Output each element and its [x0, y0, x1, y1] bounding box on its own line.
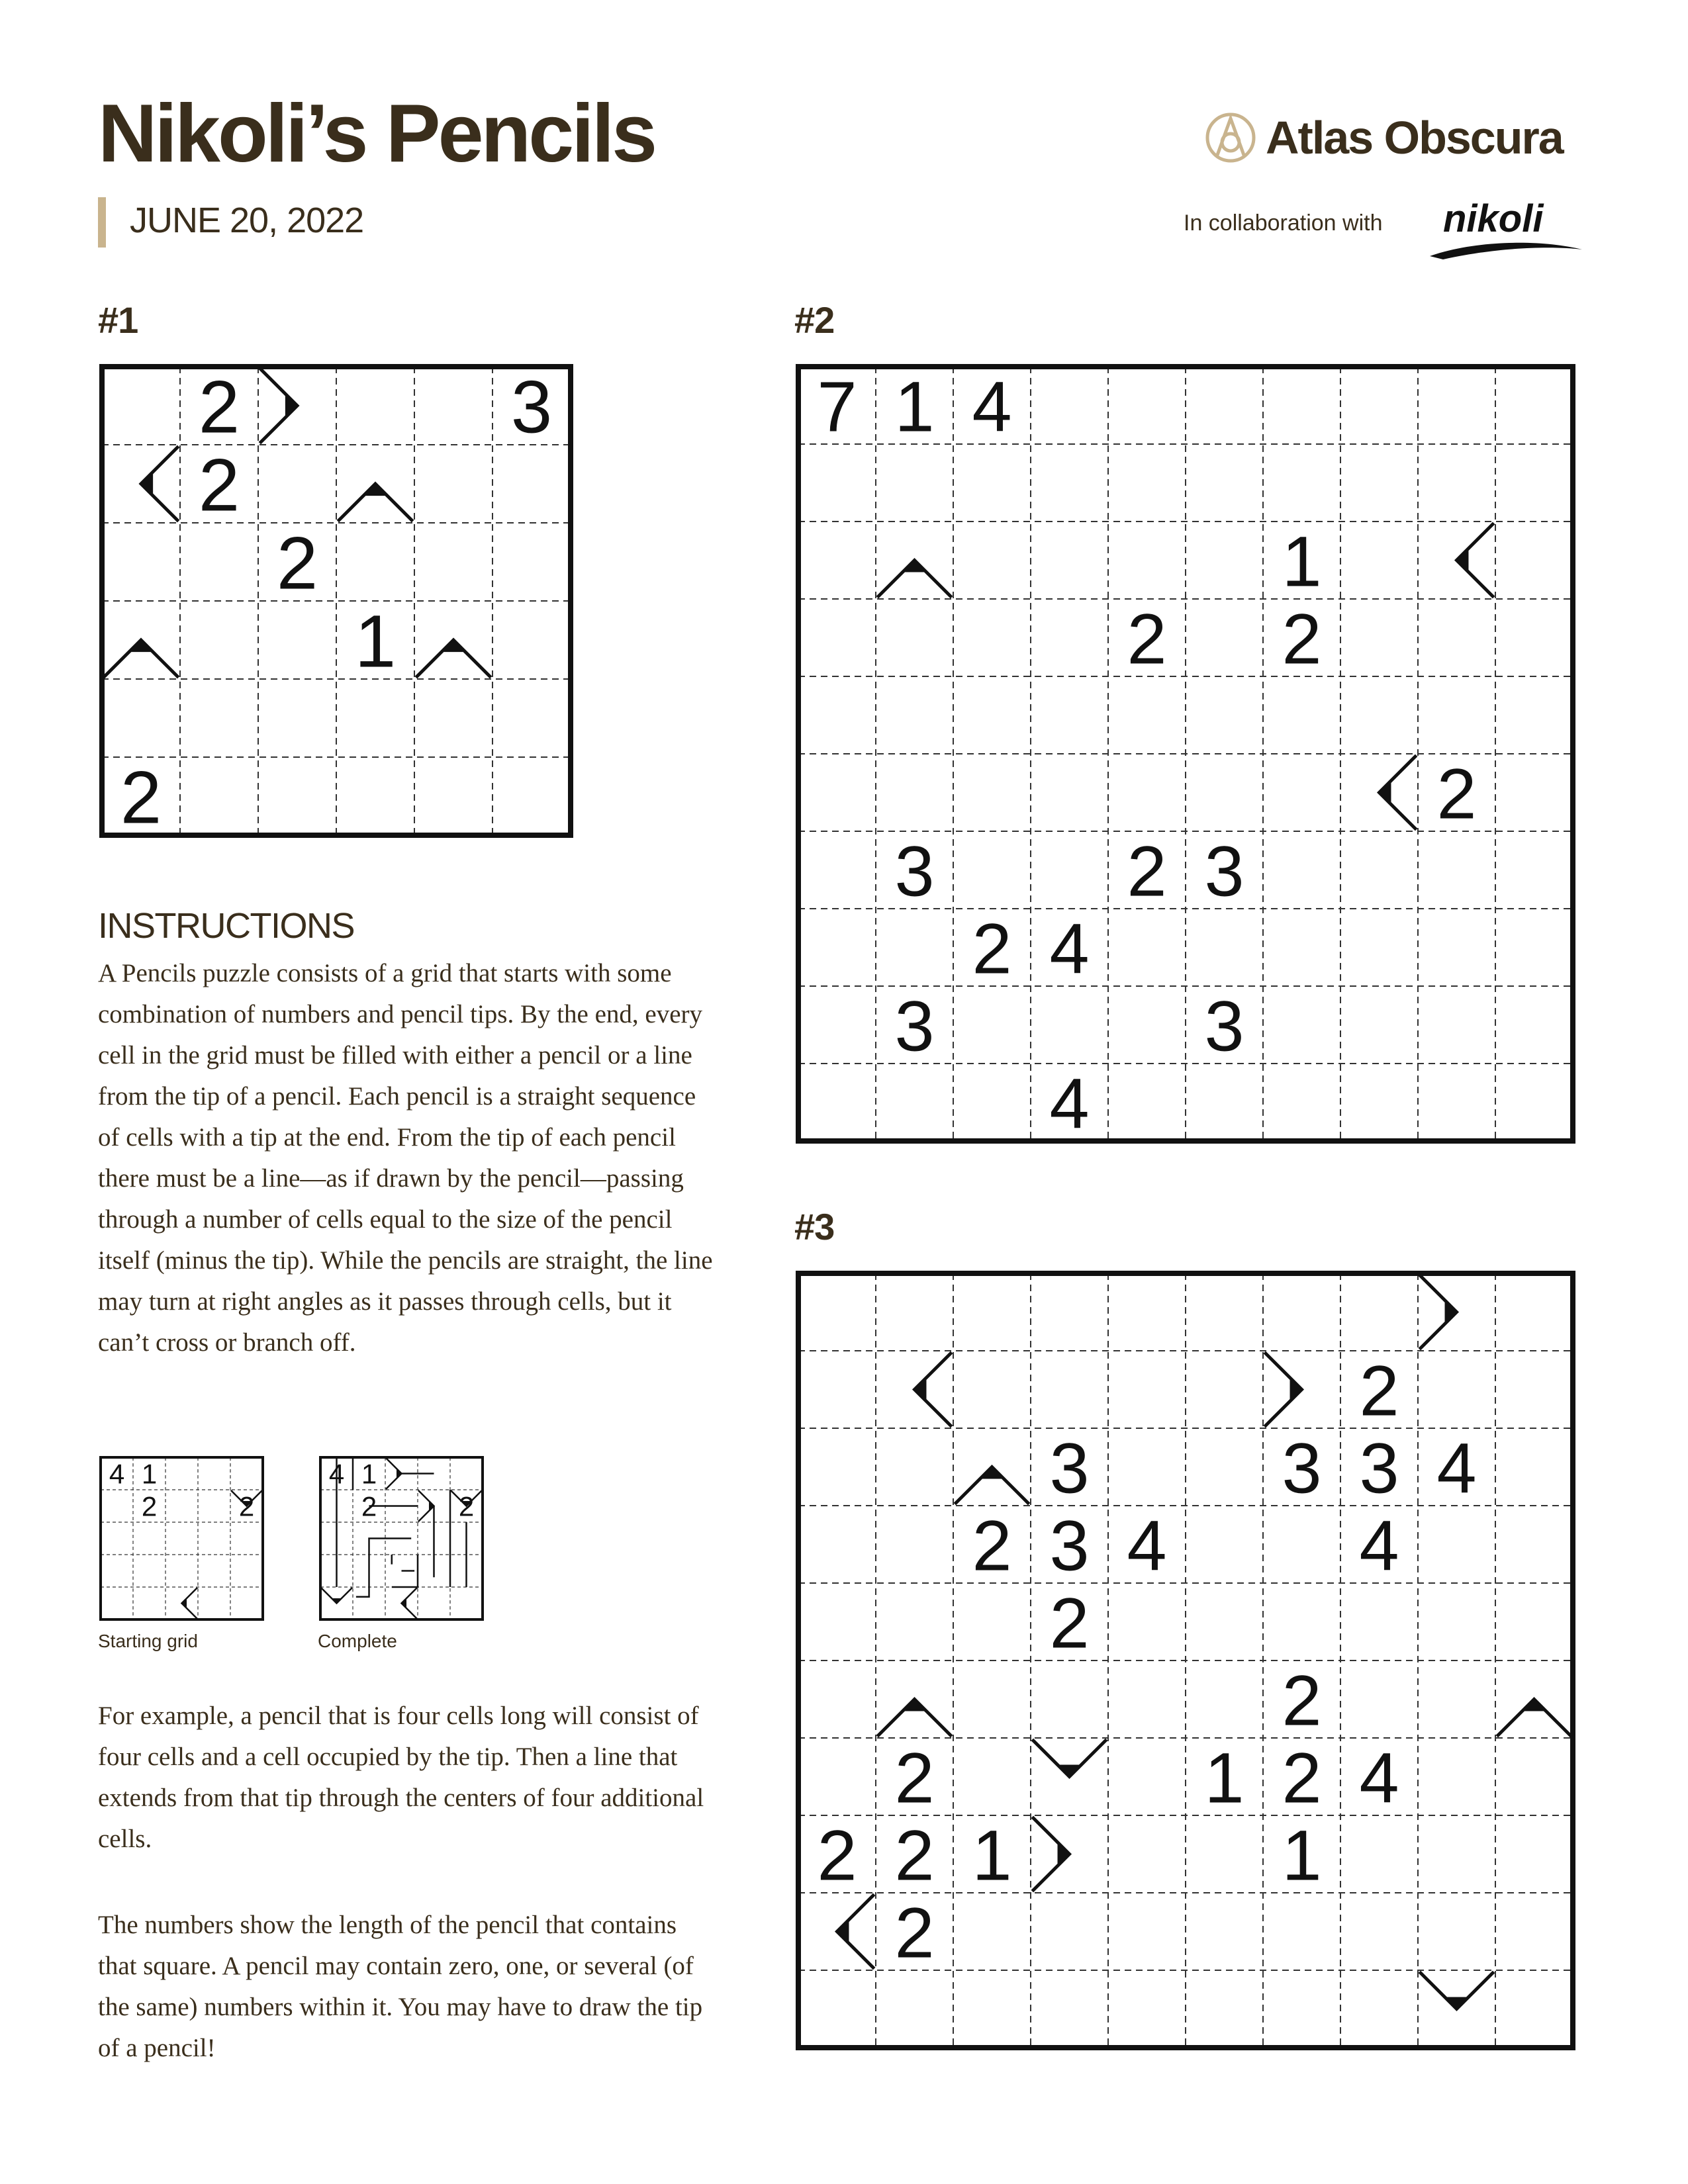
grid-cell[interactable] [876, 1815, 953, 1893]
grid-cell[interactable] [1186, 1815, 1263, 1893]
grid-cell[interactable] [1340, 831, 1418, 909]
grid-cell[interactable] [1108, 1351, 1186, 1428]
grid-cell[interactable] [1495, 1661, 1573, 1738]
grid-cell[interactable] [1031, 1428, 1108, 1506]
grid-cell[interactable] [1340, 676, 1418, 754]
atlas-obscura-brand [1205, 111, 1563, 164]
grid-cell[interactable] [258, 757, 336, 835]
grid-cell[interactable] [492, 757, 571, 835]
grid-cell[interactable] [1263, 1970, 1340, 2048]
grid-cell[interactable] [876, 1506, 953, 1583]
grid-cell[interactable] [492, 523, 571, 601]
grid-cell[interactable] [353, 1457, 385, 1490]
grid-cell[interactable] [492, 601, 571, 679]
atlas-obscura-logo-icon [1205, 112, 1256, 163]
grid-cell[interactable] [1031, 1583, 1108, 1661]
grid-cell[interactable] [953, 1970, 1031, 2048]
grid-cell[interactable] [953, 1661, 1031, 1738]
grid-cell[interactable] [876, 1738, 953, 1815]
grid-cell[interactable] [1418, 367, 1495, 444]
grid-cell[interactable] [953, 1428, 1031, 1506]
grid-cell[interactable] [1108, 599, 1186, 676]
grid-cell[interactable] [1263, 1815, 1340, 1893]
grid-cell[interactable] [1495, 1738, 1573, 1815]
grid-cell[interactable] [953, 1064, 1031, 1141]
grid-cell[interactable] [1263, 1583, 1340, 1661]
grid-cell[interactable] [450, 1490, 483, 1522]
grid-cell[interactable] [1031, 1273, 1108, 1351]
grid-cell[interactable] [1031, 909, 1108, 986]
grid-cell[interactable] [876, 1064, 953, 1141]
nikoli-logo [1423, 193, 1589, 266]
grid-cell[interactable] [1263, 986, 1340, 1064]
grid-cell[interactable] [798, 986, 876, 1064]
grid-cell[interactable] [1495, 444, 1573, 522]
grid-cell[interactable] [1263, 1064, 1340, 1141]
grid-cell[interactable] [258, 445, 336, 523]
grid-cell[interactable] [1263, 522, 1340, 599]
grid-cell[interactable] [1495, 1506, 1573, 1583]
grid-cell[interactable] [1418, 831, 1495, 909]
grid-cell[interactable] [414, 757, 492, 835]
grid-cell[interactable] [876, 831, 953, 909]
grid-cell[interactable] [1495, 831, 1573, 909]
grid-cell[interactable] [1495, 1815, 1573, 1893]
grid-cell[interactable] [1418, 676, 1495, 754]
grid-cell[interactable] [798, 1970, 876, 2048]
grid-cell[interactable] [1495, 1970, 1573, 2048]
grid-cell[interactable] [450, 1587, 483, 1619]
grid-cell[interactable] [1418, 1661, 1495, 1738]
grid-cell[interactable] [198, 1522, 230, 1555]
grid-cell[interactable] [876, 367, 953, 444]
grid-cell[interactable] [385, 1587, 418, 1619]
grid-cell[interactable] [198, 1587, 230, 1619]
grid-cell[interactable] [492, 445, 571, 523]
grid-cell[interactable] [798, 1893, 876, 1970]
grid-cell[interactable] [1108, 831, 1186, 909]
grid-cell[interactable] [1108, 1273, 1186, 1351]
grid-cell[interactable] [165, 1457, 198, 1490]
grid-cell[interactable] [1495, 367, 1573, 444]
grid-cell[interactable] [258, 523, 336, 601]
grid-cell[interactable] [102, 367, 180, 445]
grid-cell[interactable] [1108, 909, 1186, 986]
grid-cell[interactable] [414, 601, 492, 679]
grid-cell[interactable] [1340, 1583, 1418, 1661]
grid-cell[interactable] [1263, 1661, 1340, 1738]
grid-cell[interactable] [798, 754, 876, 831]
grid-cell[interactable] [1263, 1738, 1340, 1815]
grid-cell[interactable] [953, 522, 1031, 599]
grid-cell[interactable] [876, 909, 953, 986]
grid-cell[interactable] [414, 367, 492, 445]
grid-cell[interactable] [1418, 1738, 1495, 1815]
grid-cell[interactable] [1108, 444, 1186, 522]
grid-cell[interactable] [1263, 1428, 1340, 1506]
grid-cell[interactable] [1495, 1064, 1573, 1141]
grid-cell[interactable] [258, 367, 336, 445]
grid-cell[interactable] [180, 757, 258, 835]
grid-cell[interactable] [336, 679, 414, 757]
grid-cell[interactable] [1263, 676, 1340, 754]
grid-cell[interactable] [102, 757, 180, 835]
grid-cell[interactable] [1263, 754, 1340, 831]
grid-cell[interactable] [492, 679, 571, 757]
grid-cell[interactable] [165, 1522, 198, 1555]
grid-cell[interactable] [1340, 1661, 1418, 1738]
grid-cell[interactable] [798, 1738, 876, 1815]
grid-cell[interactable] [953, 986, 1031, 1064]
grid-cell[interactable] [258, 679, 336, 757]
grid-cell[interactable] [1031, 1506, 1108, 1583]
grid-cell[interactable] [336, 523, 414, 601]
grid-cell[interactable] [1031, 367, 1108, 444]
grid-cell[interactable] [1418, 1064, 1495, 1141]
grid-cell[interactable] [1108, 367, 1186, 444]
grid-cell[interactable] [1495, 1583, 1573, 1661]
grid-cell[interactable] [953, 1351, 1031, 1428]
grid-cell[interactable] [1108, 1428, 1186, 1506]
grid-cell[interactable] [953, 444, 1031, 522]
grid-cell[interactable] [1186, 909, 1263, 986]
grid-cell[interactable] [133, 1490, 165, 1522]
grid-cell[interactable] [1186, 754, 1263, 831]
grid-cell[interactable] [1031, 1970, 1108, 2048]
grid-cell[interactable] [1108, 1738, 1186, 1815]
grid-cell[interactable] [1340, 1738, 1418, 1815]
grid-cell[interactable] [798, 599, 876, 676]
grid-cell[interactable] [876, 1661, 953, 1738]
grid-cell[interactable] [1495, 1428, 1573, 1506]
instructions-paragraph-2: For example, a pencil that is four cells long will consist of four cells and a cell occupied by the tip. Then a line that extends from that tip through the centers of four additional cells. [98, 1702, 704, 1853]
grid-cell[interactable] [953, 1738, 1031, 1815]
grid-cell[interactable] [133, 1522, 165, 1555]
grid-cell[interactable] [1495, 599, 1573, 676]
grid-cell[interactable] [953, 909, 1031, 986]
grid-cell[interactable] [1031, 754, 1108, 831]
grid-cell[interactable] [1495, 1273, 1573, 1351]
grid-cell[interactable] [1418, 1506, 1495, 1583]
grid-cell[interactable] [101, 1457, 133, 1490]
grid-cell[interactable] [165, 1555, 198, 1587]
puzzle-3-label: #3 [794, 1206, 835, 1248]
grid-cell[interactable] [336, 757, 414, 835]
grid-cell[interactable] [1495, 909, 1573, 986]
grid-cell[interactable] [1186, 1064, 1263, 1141]
grid-cell[interactable] [1418, 1583, 1495, 1661]
grid-cell[interactable] [165, 1587, 198, 1619]
grid-cell[interactable] [180, 523, 258, 601]
grid-cell[interactable] [1108, 676, 1186, 754]
grid-cell[interactable] [1340, 1428, 1418, 1506]
grid-cell[interactable] [953, 1583, 1031, 1661]
grid-cell[interactable] [1418, 1428, 1495, 1506]
grid-cell[interactable] [418, 1587, 450, 1619]
grid-cell[interactable] [180, 601, 258, 679]
puzzle-2-label: #2 [794, 299, 835, 341]
grid-cell[interactable] [876, 522, 953, 599]
grid-cell[interactable] [1186, 1970, 1263, 2048]
grid-cell[interactable] [1031, 1064, 1108, 1141]
grid-cell[interactable] [1340, 1893, 1418, 1970]
grid-cell[interactable] [230, 1587, 263, 1619]
grid-cell[interactable] [1186, 1351, 1263, 1428]
grid-cell[interactable] [1108, 754, 1186, 831]
grid-cell[interactable] [1108, 986, 1186, 1064]
grid-cell[interactable] [230, 1522, 263, 1555]
grid-cell[interactable] [1031, 1815, 1108, 1893]
grid-cell[interactable] [798, 1506, 876, 1583]
grid-cell[interactable] [1031, 599, 1108, 676]
grid-cell[interactable] [492, 367, 571, 445]
grid-cell[interactable] [102, 523, 180, 601]
grid-cell[interactable] [953, 1893, 1031, 1970]
grid-cell[interactable] [1495, 1351, 1573, 1428]
grid-cell[interactable] [876, 676, 953, 754]
grid-cell[interactable] [798, 522, 876, 599]
grid-cell[interactable] [1263, 831, 1340, 909]
grid-cell[interactable] [1186, 986, 1263, 1064]
grid-cell[interactable] [1108, 1893, 1186, 1970]
grid-cell[interactable] [1340, 1351, 1418, 1428]
grid-cell[interactable] [1263, 1893, 1340, 1970]
grid-cell[interactable] [1495, 986, 1573, 1064]
grid-cell[interactable] [953, 1273, 1031, 1351]
grid-cell[interactable] [1031, 522, 1108, 599]
grid-cell[interactable] [336, 601, 414, 679]
grid-cell[interactable] [1031, 1738, 1108, 1815]
grid-cell[interactable] [230, 1457, 263, 1490]
grid-cell[interactable] [1108, 1970, 1186, 2048]
grid-cell[interactable] [798, 367, 876, 444]
puzzle-2-grid[interactable] [796, 364, 1579, 1145]
grid-cell[interactable] [1263, 367, 1340, 444]
grid-cell[interactable] [876, 444, 953, 522]
grid-cell[interactable] [1340, 367, 1418, 444]
grid-cell[interactable] [1418, 909, 1495, 986]
grid-cell[interactable] [1031, 444, 1108, 522]
grid-cell[interactable] [1340, 1506, 1418, 1583]
grid-cell[interactable] [1418, 1970, 1495, 2048]
grid-cell[interactable] [798, 1351, 876, 1428]
grid-cell[interactable] [180, 445, 258, 523]
grid-cell[interactable] [133, 1457, 165, 1490]
grid-cell[interactable] [336, 367, 414, 445]
grid-cell[interactable] [101, 1587, 133, 1619]
grid-cell[interactable] [133, 1587, 165, 1619]
grid-cell[interactable] [1495, 754, 1573, 831]
grid-cell[interactable] [953, 599, 1031, 676]
grid-cell[interactable] [1495, 1893, 1573, 1970]
grid-cell[interactable] [798, 444, 876, 522]
grid-cell[interactable] [1340, 444, 1418, 522]
grid-cell[interactable] [1340, 522, 1418, 599]
grid-cell[interactable] [876, 1273, 953, 1351]
grid-cell[interactable] [876, 754, 953, 831]
grid-cell[interactable] [1418, 1351, 1495, 1428]
grid-cell[interactable] [230, 1555, 263, 1587]
grid-cell[interactable] [165, 1490, 198, 1522]
grid-cell[interactable] [1186, 367, 1263, 444]
grid-cell[interactable] [876, 1428, 953, 1506]
grid-cell[interactable] [414, 679, 492, 757]
puzzle-1-grid[interactable] [99, 364, 576, 838]
grid-cell[interactable] [1340, 909, 1418, 986]
puzzle-1-label: #1 [98, 299, 138, 341]
grid-cell[interactable] [1186, 1893, 1263, 1970]
date-label: JUNE 20, 2022 [130, 201, 364, 240]
grid-cell[interactable] [198, 1457, 230, 1490]
partner-name: nikoli [1443, 197, 1544, 240]
grid-cell[interactable] [953, 1506, 1031, 1583]
grid-cell[interactable] [1186, 1583, 1263, 1661]
grid-cell[interactable] [336, 445, 414, 523]
grid-cell[interactable] [798, 1583, 876, 1661]
grid-cell[interactable] [1418, 444, 1495, 522]
grid-cell[interactable] [1340, 1064, 1418, 1141]
grid-cell[interactable] [1108, 1506, 1186, 1583]
caption-starting-grid: Starting grid [98, 1631, 198, 1651]
grid-cell[interactable] [180, 679, 258, 757]
grid-cell[interactable] [180, 367, 258, 445]
grid-cell[interactable] [1418, 986, 1495, 1064]
grid-cell[interactable] [1031, 676, 1108, 754]
grid-cell[interactable] [953, 831, 1031, 909]
grid-cell[interactable] [798, 1428, 876, 1506]
grid-cell[interactable] [1340, 1273, 1418, 1351]
grid-cell[interactable] [876, 1893, 953, 1970]
grid-cell[interactable] [198, 1555, 230, 1587]
grid-cell[interactable] [1263, 1351, 1340, 1428]
grid-cell[interactable] [798, 1815, 876, 1893]
grid-cell[interactable] [1263, 1506, 1340, 1583]
grid-cell[interactable] [1186, 599, 1263, 676]
caption-complete: Complete [318, 1631, 397, 1651]
grid-cell[interactable] [1340, 754, 1418, 831]
grid-cell[interactable] [876, 1351, 953, 1428]
collab-text: In collaboration with [1184, 210, 1383, 236]
grid-cell[interactable] [798, 1273, 876, 1351]
grid-cell[interactable] [450, 1457, 483, 1490]
grid-cell[interactable] [320, 1587, 353, 1619]
grid-cell[interactable] [953, 754, 1031, 831]
grid-cell[interactable] [953, 1815, 1031, 1893]
grid-cell[interactable] [798, 1064, 876, 1141]
grid-cell[interactable] [798, 1661, 876, 1738]
grid-cell[interactable] [798, 831, 876, 909]
grid-cell[interactable] [1418, 599, 1495, 676]
grid-cell[interactable] [1031, 1893, 1108, 1970]
grid-cell[interactable] [1418, 522, 1495, 599]
grid-cell[interactable] [1031, 1351, 1108, 1428]
instructions-paragraph-1: A Pencils puzzle consists of a grid that starts with some combination of numbers and pencil tips. By the end, every cell in the grid must be filled with either a pencil or a line from the tip of a pencil. Each pencil is a straight sequence of cells with a tip at the end. From the tip of each pencil there must be a line—as if drawn by the pencil—passing through a number of cells equal to the size of the pencil itself (minus the tip). While the pencils are straight, the line may turn at right angles as it passes through cells, but it can’t cross or branch off. [98, 959, 713, 1357]
grid-cell[interactable] [1108, 1661, 1186, 1738]
grid-cell[interactable] [1031, 1661, 1108, 1738]
date-accent-bar [98, 197, 106, 248]
grid-cell[interactable] [798, 676, 876, 754]
grid-cell[interactable] [1186, 522, 1263, 599]
grid-cell[interactable] [1186, 1428, 1263, 1506]
grid-cell[interactable] [1108, 1064, 1186, 1141]
grid-cell[interactable] [1340, 1815, 1418, 1893]
grid-cell[interactable] [1418, 754, 1495, 831]
grid-cell[interactable] [414, 445, 492, 523]
example-starting-grid [99, 1456, 267, 1623]
grid-cell[interactable] [414, 523, 492, 601]
grid-cell[interactable] [876, 1970, 953, 2048]
grid-cell[interactable] [1263, 1273, 1340, 1351]
grid-cell[interactable] [1495, 522, 1573, 599]
grid-cell[interactable] [230, 1490, 263, 1522]
grid-cell[interactable] [1418, 1273, 1495, 1351]
grid-cell[interactable] [133, 1555, 165, 1587]
grid-cell[interactable] [876, 986, 953, 1064]
grid-cell[interactable] [102, 445, 180, 523]
grid-cell[interactable] [258, 601, 336, 679]
brand-name: Atlas Obscura [1266, 112, 1563, 163]
grid-cell[interactable] [1340, 1970, 1418, 2048]
grid-cell[interactable] [953, 367, 1031, 444]
instructions-heading: INSTRUCTIONS [98, 906, 354, 946]
grid-cell[interactable] [198, 1490, 230, 1522]
grid-cell[interactable] [1186, 831, 1263, 909]
grid-cell[interactable] [101, 1522, 133, 1555]
grid-cell[interactable] [1186, 1661, 1263, 1738]
grid-cell[interactable] [102, 679, 180, 757]
grid-cell[interactable] [1263, 599, 1340, 676]
grid-cell[interactable] [101, 1490, 133, 1522]
grid-cell[interactable] [1186, 1738, 1263, 1815]
grid-cell[interactable] [1108, 522, 1186, 599]
grid-cell[interactable] [1108, 1815, 1186, 1893]
grid-cell[interactable] [1186, 1273, 1263, 1351]
grid-cell[interactable] [1495, 676, 1573, 754]
grid-cell[interactable] [1340, 599, 1418, 676]
instructions-paragraph-3: The numbers show the length of the pencil that contains that square. A pencil may contain zero, one, or several (of the same) numbers within it. You may have to draw the tip of a pencil! [98, 1911, 703, 2062]
grid-cell[interactable] [1031, 986, 1108, 1064]
grid-cell[interactable] [953, 676, 1031, 754]
grid-cell[interactable] [101, 1555, 133, 1587]
grid-cell[interactable] [1263, 444, 1340, 522]
grid-cell[interactable] [876, 1583, 953, 1661]
grid-cell[interactable] [1108, 1583, 1186, 1661]
puzzle-3-grid[interactable] [796, 1271, 1579, 2052]
example-complete-grid [319, 1456, 487, 1623]
grid-cell[interactable] [798, 909, 876, 986]
grid-cell[interactable] [1186, 444, 1263, 522]
page-title: Nikoli’s Pencils [98, 88, 655, 179]
grid-cell[interactable] [876, 599, 953, 676]
grid-cell[interactable] [1340, 986, 1418, 1064]
grid-cell[interactable] [102, 601, 180, 679]
grid-cell[interactable] [1263, 909, 1340, 986]
grid-cell[interactable] [1186, 676, 1263, 754]
grid-cell[interactable] [1418, 1815, 1495, 1893]
grid-cell[interactable] [1418, 1893, 1495, 1970]
grid-cell[interactable] [1186, 1506, 1263, 1583]
grid-cell[interactable] [1031, 831, 1108, 909]
